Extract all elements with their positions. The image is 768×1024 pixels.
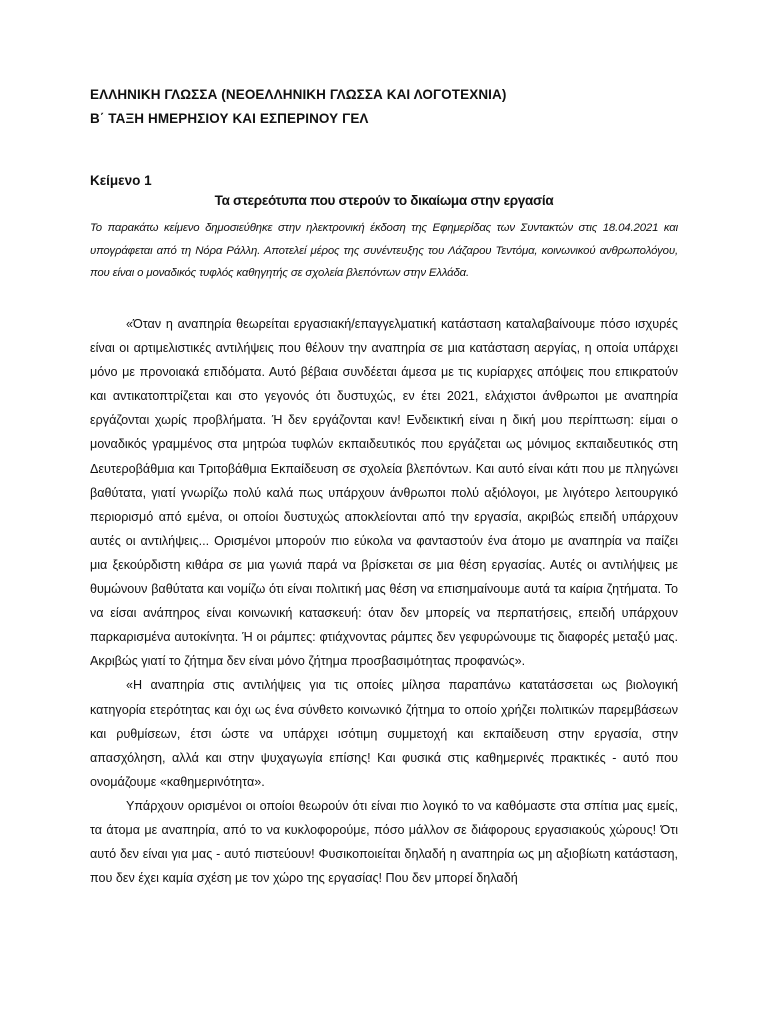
body-paragraph: «Όταν η αναπηρία θεωρείται εργασιακή/επαγγελματική κατάσταση καταλαβαίνουμε πόσο ισχυρές είναι οι αρτιμελιστικές αντιλήψεις που θέλουν την αναπηρία σε μια κατάσταση αεργίας, η οποία υπάρχει μόνο με προνοιακά επιδόματα. Αυτό βέβαια συνδέεται άμεσα με τις κυρίαρχες απόψεις που επικρατούν και αντικατοπτρίζεται και στο γεγονός ότι δυστυχώς, εν έτει 2021, ελάχιστοι άνθρωποι με αναπηρία εργάζονται χωρίς προβλήματα. Ή δεν εργάζονται καν! Ενδεικτική είναι η δική μου περίπτωση: είμαι ο μοναδικός γραμμένος στα μητρώα τυφλών εκπαιδευτικός που εργάζεται ως μόνιμος εκπαιδευτικός στη Δευτεροβάθμια και Τριτοβάθμια Εκπαίδευση σε σχολεία βλεπόντων. Και αυτό είναι κάτι που με πληγώνει βαθύτατα, γιατί γνωρίζω πολύ καλά πως υπάρχουν άνθρωποι πολύ αξιόλογοι, με λιγότερο λειτουργικό περιορισμό από εμένα, οι οποίοι δυστυχώς αποκλείονται από την εργασία, ακριβώς επειδή υπάρχουν αυτές οι αντιλήψεις... Ορισμένοι μπορούν πιο εύκολα να φανταστούν ένα άτομο με αναπηρία να παίζει μια ξεκούρδιστη κιθάρα σε μια γωνιά παρά να βρίσκεται σε μια θέση εργασίας. Αυτές οι αντιλήψεις με θυμώνουν βαθύτατα και νομίζω ότι είναι πολιτική μας θέση να επισημαίνουμε αυτά τα καίρια ζητήματα. Το να είσαι ανάπηρος είναι κοινωνική κατασκευή: όταν δεν μπορείς να περπατήσεις, επειδή υπάρχουν παρκαρισμένα αυτοκίνητα. Ή οι ράμπες: φτιάχνοντας ράμπες δεν γεφυρώνουμε τις διαφορές μεταξύ μας. Ακριβώς γιατί το ζήτημα δεν είναι μόνο ζήτημα προσβασιμότητας προφανώς».	[90, 317, 678, 669]
intro-note: Το παρακάτω κείμενο δημοσιεύθηκε στην ηλεκτρονική έκδοση της Εφημερίδας των Συντακτών στις 18.04.2021 και υπογράφεται από τη Νόρα Ράλλη. Αποτελεί μέρος της συνέντευξης του Λάζαρου Τεντόμα, κοινωνικού ανθρωπολόγου, που είναι ο μοναδικός τυφλός καθηγητής σε σχολεία βλεπόντων στην Ελλάδα.	[90, 222, 678, 279]
text-label: Κείμενο 1	[90, 173, 152, 188]
article-body	[90, 312, 678, 890]
grade-heading: Β΄ ΤΑΞΗ ΗΜΕΡΗΣΙΟΥ ΚΑΙ ΕΣΠΕΡΙΝΟΥ ΓΕΛ	[90, 111, 369, 126]
body-paragraph: «Η αναπηρία στις αντιλήψεις για τις οποίες μίλησα παραπάνω κατατάσσεται ως βιολογική κατηγορία ετερότητας και όχι ως ένα σύνθετο κοινωνικό ζήτημα το οποίο χρήζει πολιτικών παρεμβάσεων και ρυθμίσεων, έτσι ώστε να υπάρχει ισότιμη συμμετοχή και εκπαίδευση στην εργασία, στην απασχόληση, αλλά και στην ψυχαγωγία επίσης! Και φυσικά στις καθημερινές πρακτικές - αυτό που ονομάζουμε «καθημερινότητα».	[90, 678, 678, 789]
subject-heading: ΕΛΛΗΝΙΚΗ ΓΛΩΣΣΑ (ΝΕΟΕΛΛΗΝΙΚΗ ΓΛΩΣΣΑ ΚΑΙ ΛΟΓΟΤΕΧΝΙΑ)	[90, 87, 507, 102]
body-paragraph: Υπάρχουν ορισμένοι οι οποίοι θεωρούν ότι είναι πιο λογικό το να καθόμαστε στα σπίτια μας εμείς, τα άτομα με αναπηρία, από το να κυκλοφορούμε, πόσο μάλλον σε διάφορους εργασιακούς χώρους! Ότι αυτό δεν είναι για μας - αυτό πιστεύουν! Φυσικοποιείται δηλαδή η αναπηρία ως μη αξιοβίωτη κατάσταση, που δεν έχει καμία σχέση με τον χώρο της εργασίας! Που δεν μπορεί δηλαδή	[90, 798, 678, 886]
article-title: Τα στερεότυπα που στερούν το δικαίωμα στην εργασία	[214, 193, 554, 208]
